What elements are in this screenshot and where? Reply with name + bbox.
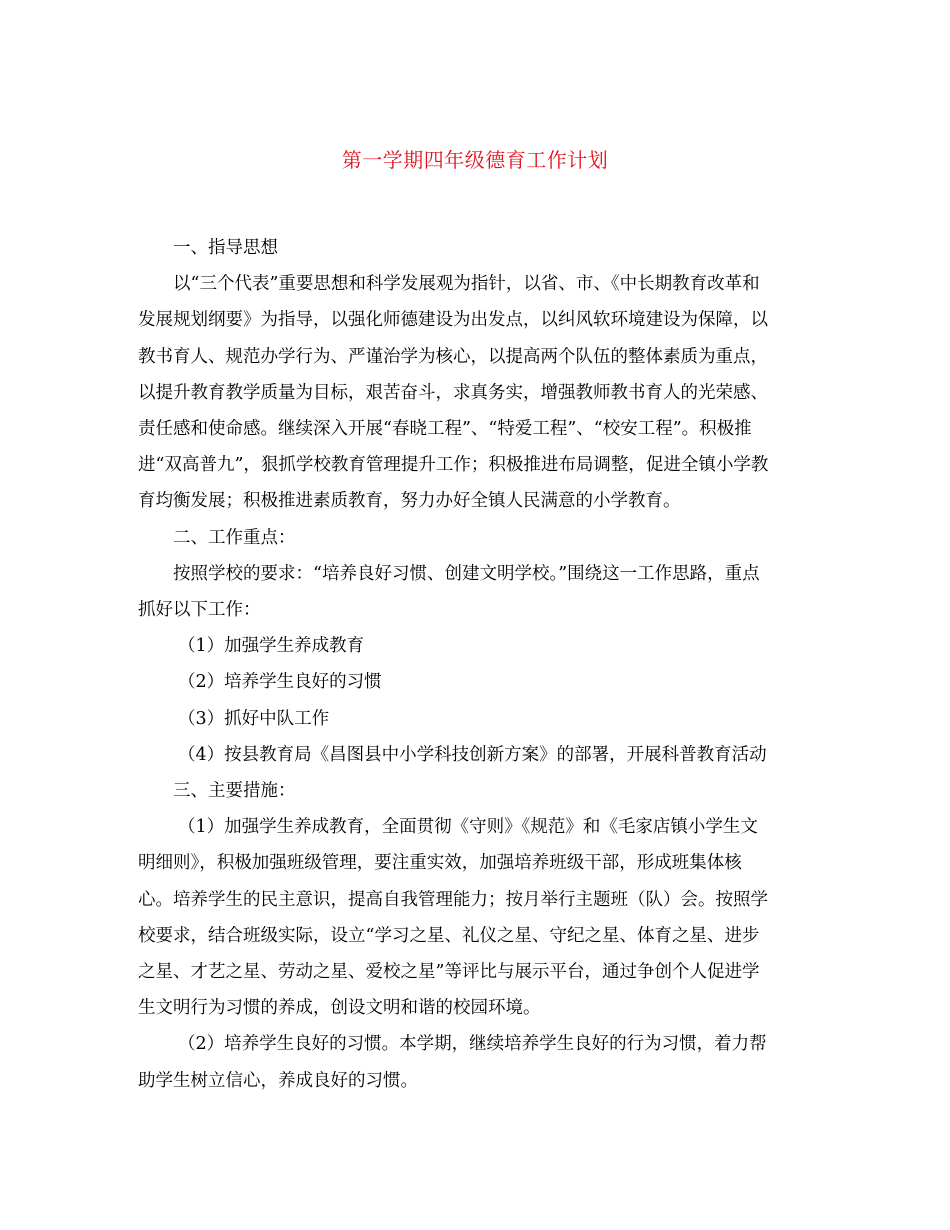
- paragraph: [138, 664, 812, 700]
- text-line: 以提升教育教学质量为目标，艰苦奋斗，求真务实，增强教师教书育人的光荣感、: [138, 382, 768, 403]
- text-line: 责任感和使命感。继续深入开展“春晓工程”、“特爱工程”、“校安工程”。积极推: [138, 419, 752, 440]
- text-line: 生文明行为习惯的养成，创设文明和谐的校园环境。: [138, 998, 541, 1019]
- text-line: 校要求，结合班级实际，设立“学习之星、礼仪之星、守纪之星、体育之星、进步: [138, 925, 760, 946]
- paragraph: [138, 230, 812, 266]
- text-line: 一、指导思想: [173, 238, 278, 258]
- text-line: 心。培养学生的民主意识，提高自我管理能力；按月举行主题班（队）会。按照学: [138, 889, 768, 910]
- document-body: [138, 230, 812, 1099]
- paragraph: [138, 556, 812, 628]
- text-line: 育均衡发展；积极推进素质教育，努力办好全镇人民满意的小学教育。: [138, 491, 681, 512]
- text-line: （1）加强学生养成教育，全面贯彻《守则》《规范》和《毛家店镇小学生文: [178, 817, 758, 838]
- text-line: （1）加强学生养成教育: [178, 636, 365, 657]
- paragraph: [138, 773, 812, 809]
- text-line: 以“三个代表”重要思想和科学发展观为指针，以省、市、《中长期教育改革和: [173, 274, 760, 295]
- text-line: 发展规划纲要》为指导，以强化师德建设为出发点，以纠风软环境建设为保障，以: [138, 310, 768, 331]
- paragraph: [138, 520, 812, 556]
- text-line: 三、主要措施：: [173, 781, 296, 802]
- text-line: 之星、才艺之星、劳动之星、爱校之星”等评比与展示平台，通过争创个人促进学: [138, 962, 760, 983]
- text-line: 助学生树立信心，养成良好的习惯。: [138, 1070, 418, 1091]
- paragraph: [138, 809, 812, 1026]
- text-line: 按照学校的要求：“培养良好习惯、创建文明学校。”围绕这一工作思路，重点: [173, 563, 760, 584]
- text-line: （2）培养学生良好的习惯。本学期，继续培养学生良好的行为习惯，着力帮: [178, 1034, 767, 1055]
- text-line: （4）按县教育局《昌图县中小学科技创新方案》的部署，开展科普教育活动: [178, 744, 767, 765]
- paragraph: [138, 266, 812, 519]
- text-line: 明细则》，积极加强班级管理，要注重实效，加强培养班级干部，形成班集体核: [138, 853, 742, 874]
- paragraph: [138, 628, 812, 664]
- text-line: 二、工作重点：: [173, 527, 296, 548]
- text-line: 进“双高普九”，狠抓学校教育管理提升工作；积极推进布局调整，促进全镇小学教: [138, 455, 769, 476]
- document-title: 第一学期四年级德育工作计划: [341, 148, 609, 172]
- text-line: （2）培养学生良好的习惯: [178, 672, 382, 693]
- paragraph: [138, 1026, 812, 1098]
- paragraph: [138, 737, 812, 773]
- text-line: （3）抓好中队工作: [178, 708, 330, 729]
- text-line: 抓好以下工作：: [138, 600, 261, 621]
- text-line: 教书育人、规范办学行为、严谨治学为核心，以提高两个队伍的整体素质为重点，: [138, 346, 768, 367]
- paragraph: [138, 701, 812, 737]
